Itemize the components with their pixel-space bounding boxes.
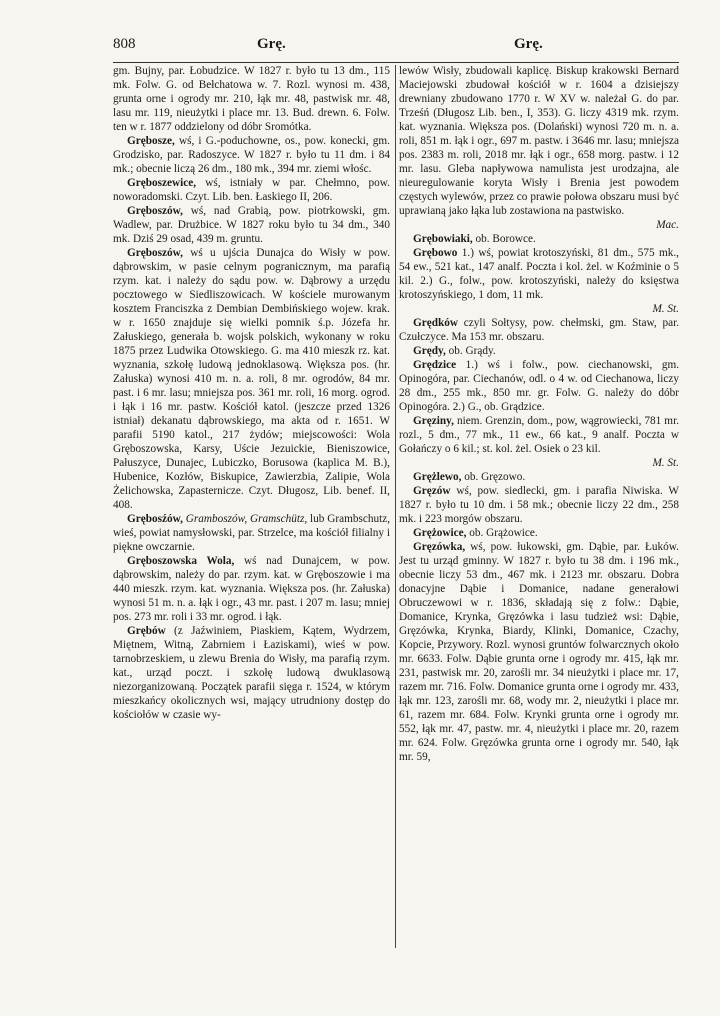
page-number: 808	[113, 36, 136, 52]
entry-text: wś, i G.-poduchowne, os., pow. konecki, gm. Grodzisko, par. Radoszyce. W 1827 r. było tu 11 dm. i 84 mk.; obecnie liczą 26 dm., 180 mk., 394 mr. ziemi włośc.	[113, 135, 390, 175]
entry-headword: Grędzice	[413, 359, 457, 371]
dictionary-entry	[113, 64, 390, 134]
entry-headword: Gręziny,	[413, 415, 454, 427]
right-column	[399, 64, 679, 764]
dictionary-entry	[399, 414, 679, 470]
entry-headword: Grębowo	[413, 247, 458, 259]
dictionary-entry	[399, 64, 679, 232]
entry-headword: Grężowice,	[413, 527, 467, 539]
entry-headword: Grędy,	[413, 345, 446, 357]
entry-text: wś, nad Grabią, pow. piotrkowski, gm. Wadlew, par. Drużbice. W 1827 roku było tu 34 dm., 340 mk. Dziś 29 osad, 439 m. gruntu.	[113, 205, 390, 245]
entry-text: gm. Bujny, par. Łobudzice. W 1827 r. było tu 13 dm., 115 mk. Folw. G. od Bełchatowa w. 7. Rozl. wynosi m. 438, grunta orne i ogrody mr. 210, łąk mr. 48, pastwisk mr. 48, lasu mr. 119, nieużytki i place mr. 13. Bud. drewn. 6. Folw. ten w r. 1877 oddzielony od dóbr Sromótka.	[113, 65, 390, 133]
right-running-head: Grę.	[514, 36, 543, 52]
dictionary-entry	[399, 358, 679, 414]
entry-author-signature: M. St.	[652, 457, 679, 469]
dictionary-entry	[113, 176, 390, 204]
left-column	[113, 64, 390, 722]
dictionary-entry	[113, 624, 390, 722]
entry-headword: Grędków	[413, 317, 458, 329]
dictionary-entry	[399, 470, 679, 484]
dictionary-entry	[399, 316, 679, 344]
dictionary-entry	[399, 484, 679, 526]
dictionary-entry	[399, 526, 679, 540]
entry-variant-names: Gramboszów, Gramschütz,	[185, 513, 308, 525]
dictionary-entry	[399, 246, 679, 316]
entry-text: (z Jaźwiniem, Piaskiem, Kątem, Wydrzem, Miętnem, Witną, Zabrniem i Łaziskami), wieś w pow. tarnobrzeskiem, u zlewu Brenia do Wisły, ma parafią rzym. kat., urząd poczt. i szkołę ludową dwuklasową niezorganizowaną. Początek parafii sięga r. 1524, w którym mieszkańcy okolicznych wsi, mający utrudniony dostęp do kościołów w czasie wy-	[113, 625, 391, 721]
dictionary-entry	[399, 344, 679, 358]
entry-text: ob. Grądy.	[448, 345, 496, 357]
entry-text: czyli Sołtysy, pow. chełmski, gm. Staw, par. Czułczyce. Ma 153 mr. obszaru.	[399, 317, 680, 343]
entry-text: wś, pow. łukowski, gm. Dąbie, par. Łuków. Jest tu urząd gminny. W 1827 r. było tu 38 dm. i 196 mk., obecnie liczy 53 dm., 467 mk. i 2123 mr. obszaru. Dobra donacyjne Dąbie i Domanice, nadane generałowi Obruczewowi w r. 1836, składają się z folw.: Dąbie, Domanice, Krynka, Gręzówka i lasu tudzież wsi: Dąbie, Gręzówka, Krynka, Biardy, Klinki, Domanice, Czachy, Kopcie, Przywory. Rozl. wynosi gruntów folwarcznych około mr. 6633. Folw. Dąbie grunta orne i ogrody mr. 415, łąk mr. 231, pastwisk mr. 20, zarośli mr. 34 nieużytki i place mr. 17, razem mr. 716. Folw. Domanice grunta orne i ogrody mr. 433, łąk mr. 123, zarośli mr. 68, wody mr. 2, nieużytki i place mr. 61, razem mr. 684. Folw. Krynki grunta orne i ogrody mr. 552, łąk mr. 47, pastw. mr. 4, nieużytki i place mr. 20, razem mr. 624. Folw. Gręzówka grunta orne i ogrody mr. 540, łąk mr. 59,	[399, 541, 679, 763]
entry-author-signature: Mac.	[656, 219, 679, 231]
entry-headword: Gręboszewice,	[127, 177, 197, 189]
dictionary-entry	[113, 204, 390, 246]
header-rule	[113, 62, 679, 63]
entry-text: wś, istniały w par. Chełmno, pow. noworadomski. Czyt. Lib. ben. Łaskiego II, 206.	[113, 177, 390, 203]
entry-text: niem. Grenzin, dom., pow, wągrowiecki, 781 mr. rozl., 5 dm., 77 mk., 11 ew., 66 kat., 9 analf. Poczta w Gołańczy o 6 kil.; st. kol. żel. Osiek o 23 kil.	[399, 415, 680, 455]
dictionary-entry	[113, 512, 390, 554]
dictionary-entry	[113, 554, 390, 624]
entry-text: lub Grambschutz, wieś, powiat namysłowski, par. Strzelce, ma kościół filialny i piękne owczarnie.	[113, 513, 391, 553]
dictionary-entry	[399, 540, 679, 764]
running-header	[0, 36, 720, 56]
entry-headword: Gręboszów,	[127, 247, 183, 259]
entry-headword: Grębosze,	[127, 135, 175, 147]
entry-text: ob. Borowce.	[475, 233, 536, 245]
dictionary-entry	[113, 134, 390, 176]
entry-author-signature: M. St.	[652, 303, 679, 315]
entry-text: ob. Grążowice.	[469, 527, 538, 539]
entry-headword: Gręboszowska Wola,	[127, 555, 235, 567]
dictionary-entry	[113, 246, 390, 512]
entry-headword: Grębosźów,	[127, 513, 183, 525]
entry-text: lewów Wisły, zbudowali kaplicę. Biskup krakowski Bernard Maciejowski zbudował kościół w r. 1604 a dzisiejszy drewniany zbudowano 1770 r. W XV w. należał G. do par. Trześń (Długosz Lib. ben., I, 353). G. liczy 4319 mk. rzym. kat. wyznania. Większa pos. (Dolański) wynosi 720 m. n. a. roli, 851 m. łąk i ogr., 697 m. pastw. i 3646 mr. lasu; mniejsza pos. 2383 m. roli, 2018 mr. łąk i ogr., 658 morg. pastw. i 12 mr. lasu. Gleba napływowa namulista jest urodzajna, ale nieuregulowanie koryta Wisły i Brenia jest powodem częstych wylewów, przez co prawie połowa obszaru musi być uprawianą jako łąka lub zostawiona na pastwisko.	[399, 65, 679, 217]
entry-text: 1.) wś, powiat krotoszyński, 81 dm., 575 mk., 54 ew., 521 kat., 147 analf. Poczta i kol. żel. w Koźminie o 5 kil. 2.) G., folw., pow. krotoszyński, należy do księstwa krotoszyńskiego, 1 dom, 11 mk.	[399, 247, 679, 301]
entry-headword: Gręzówka,	[413, 541, 466, 553]
entry-text: 1.) wś i folw., pow. ciechanowski, gm. Opinogóra, par. Ciechanów, odl. o 4 w. od Ciechanowa, liczy 28 dm., 255 mk., 850 mr. gr. Folw. G. należy do dóbr Opinogóra. 2.) G., ob. Grądzice.	[399, 359, 680, 413]
entry-headword: Gręzów	[413, 485, 451, 497]
entry-headword: Grębowiaki,	[413, 233, 473, 245]
entry-headword: Grężlewo,	[413, 471, 462, 483]
entry-headword: Grębów	[127, 625, 166, 637]
dictionary-entry	[399, 232, 679, 246]
left-running-head: Grę.	[257, 36, 286, 52]
entry-text: wś nad Dunajcem, w pow. dąbrowskim, należy do par. rzym. kat. w Gręboszowie i ma 440 mieszk. rzym. kat. wyznania. Większa pos. (hr. Załuska) wynosi 51 m. n. a. łąk i ogr., 43 mr. past. i 207 m. lasu; mniej pos. 273 mr. roli i 33 mr. ogrod. i łąk.	[113, 555, 390, 623]
column-divider	[395, 65, 396, 948]
entry-text: wś, pow. siedlecki, gm. i parafia Niwiska. W 1827 r. było tu 10 dm. i 58 mk.; obecnie liczy 22 dm., 258 mk. i 223 morgów obszaru.	[399, 485, 679, 525]
entry-headword: Gręboszów,	[127, 205, 183, 217]
entry-text: ob. Gręzowo.	[464, 471, 526, 483]
entry-text: wś u ujścia Dunajca do Wisły w pow. dąbrowskim, w pasie celnym pogranicznym, ma parafią rzym. kat. i należy do sądu pow. w. Dąbrowy a urzędu pocztowego w Siedliszowicach. W kościele murowanym kosztem Franciszka z Dembian Dembińskiego wojew. krak. w r. 1650 znajduje się wielki pomnik ś.p. Józefa hr. Załuskiego, generała b. wojsk polskich, wykonany w roku 1875 przez Ludwika Otowskiego. G. ma 410 mieszk rz. kat. wyznania, szkołę ludową jednoklasową. Większa pos. (hr. Załuska) wynosi 410 m. n. a. roli, 8 mr. ogrodów, 84 mr. past. i 6 mr. lasu; mniejsza pos. 361 mr. roli, 16 morg. ogrod. i łąk i 16 mr. pastw. Kościół katol. (jeszcze przed 1326 istniał) dekanatu dąbrowskiego, ma akta od r. 1651. W parafii 5190 katol., 217 żydów; miejscowości: Wola Gręboszowska, Karsy, Uście Jezuickie, Bieniszowice, Pałuszyce, Dunajec, Lubiczko, Borusowa (kaplica M. B.), Hubenice, Kozłów, Biskupice, Zawierzbia, Zalipie, Wola Żelichowska, Zapasternicze. Czyt. Długosz, Lib. benef. II, 408.	[113, 247, 391, 511]
